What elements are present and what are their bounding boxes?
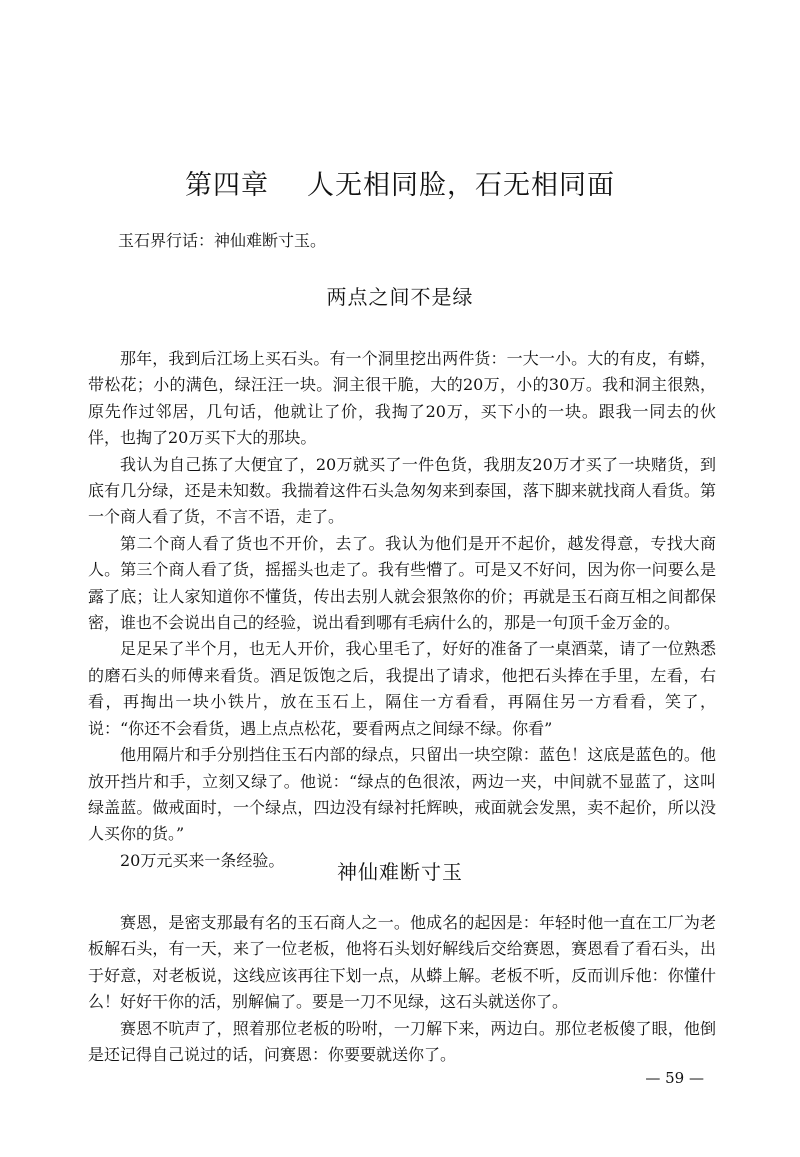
section-title-2: 神仙难断寸玉 (337, 860, 463, 884)
paragraph: 足足呆了半个月，也无人开价，我心里毛了，好好的准备了一桌酒菜，请了一位熟悉的磨石头的师傅来看货。酒足饭饱之后，我提出了请求，他把石头捧在手里，左看，右看，再掏出一块小铁片，放在玉石上，隔住一方看看，再隔住另一方看看，笑了，说：“你还不会看货，遇上点点松花，要看两点之间绿不绿。你看” (88, 639, 716, 738)
section-1-body (88, 346, 716, 874)
paragraph: 赛恩不吭声了，照着那位老板的吩咐，一刀解下来，两边白。那位老板傻了眼，他倒是还记得自己说过的话，问赛恩：你要要就送你了。 (88, 1018, 716, 1065)
chapter-number: 第四章 (185, 170, 269, 201)
section-2-body (88, 910, 716, 1068)
paragraph: 那年，我到后江场上买石头。有一个洞里挖出两件货：一大一小。大的有皮，有蟒，带松花；小的满色，绿汪汪一块。洞主很干脆，大的20万，小的30万。我和洞主很熟，原先作过邻居，几句话，他就让了价，我掏了20万，买下小的一块。跟我一同去的伙伴，也掏了20万买下大的那块。 (88, 349, 716, 448)
page-number: — 59 — (645, 1069, 704, 1087)
paragraph: 赛恩，是密支那最有名的玉石商人之一。他成名的起因是：年轻时他一直在工厂为老板解石头，有一天，来了一位老板，他将石头划好解线后交给赛恩，赛恩看了看石头，出于好意，对老板说，这线应该再往下划一点，从蟒上解。老板不听，反而训斥他：你懂什么！好好干你的活，别解偏了。要是一刀不见绿，这石头就送你了。 (88, 913, 716, 1012)
jade-trade-saying: 玉石界行话：神仙难断寸玉。 (118, 231, 327, 250)
chapter-title (0, 168, 800, 204)
paragraph: 第二个商人看了货也不开价，去了。我认为他们是开不起价，越发得意，专找大商人。第三个商人看了货，摇摇头也走了。我有些懵了。可是又不好问，因为你一问要么是露了底；让人家知道你不懂货，传出去别人就会狠煞你的价；再就是玉石商互相之间都保密，谁也不会说出自己的经验，说出看到哪有毛病什么的，那是一句顶千金万金的。 (88, 533, 716, 633)
paragraph: 他用隔片和手分别挡住玉石内部的绿点，只留出一块空隙：蓝色！这底是蓝色的。他放开挡片和手，立刻又绿了。他说：“绿点的色很浓，两边一夹，中间就不显蓝了，这叫绿盖蓝。做戒面时，一个绿点，四边没有绿衬托辉映，戒面就会发黑，卖不起价，所以没人买你的货。” (88, 745, 716, 844)
chapter-name: 人无相同脸，石无相同面 (307, 170, 615, 201)
paragraph: 我认为自己拣了大便宜了，20万就买了一件色货，我朋友20万才买了一块赌货，到底有几分绿，还是未知数。我揣着这件石头急匆匆来到泰国，落下脚来就找商人看货。第一个商人看了货，不言不语，走了。 (88, 454, 716, 527)
paragraph: 20万元买来一条经验。 (120, 850, 285, 870)
section-title-1: 两点之间不是绿 (326, 285, 474, 309)
